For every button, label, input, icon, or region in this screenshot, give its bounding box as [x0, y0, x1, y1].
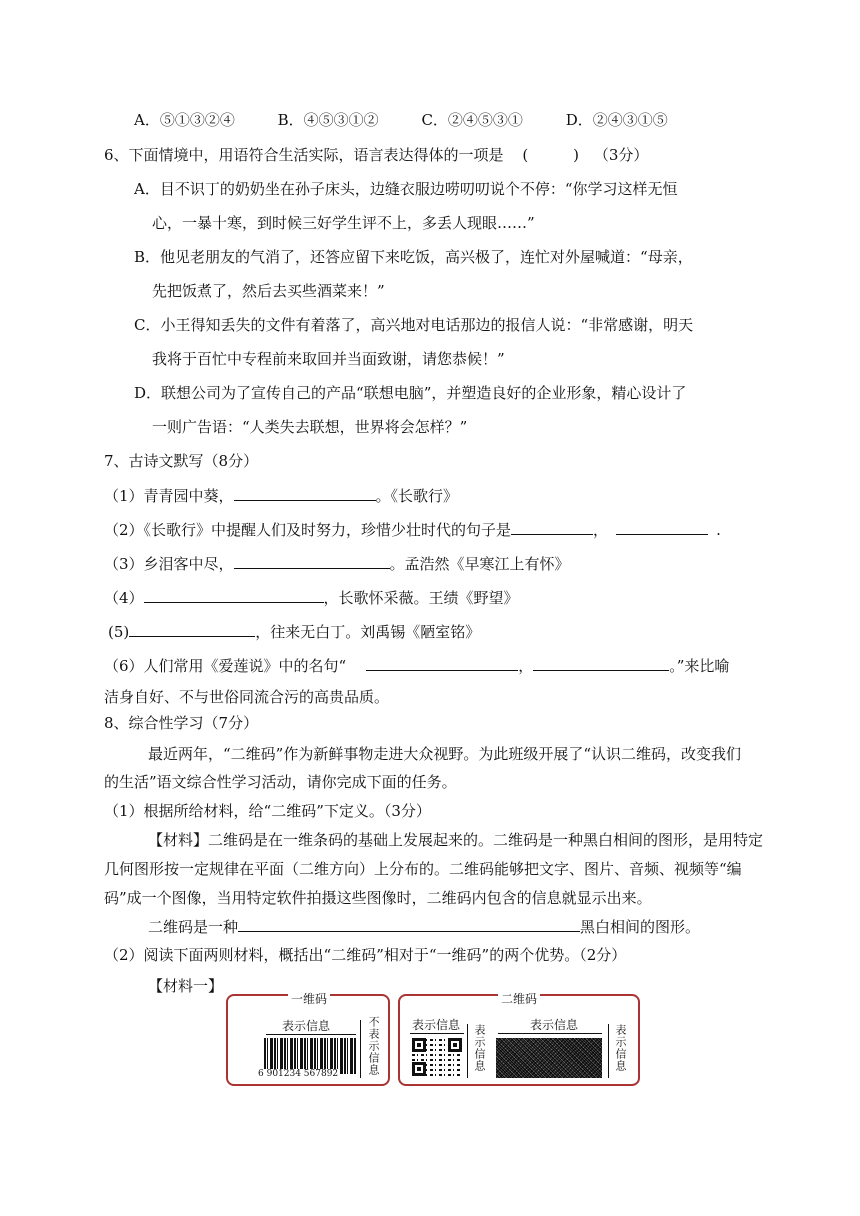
- q6-option-d-line1: D．联想公司为了宣传自己的产品“联想电脑”，并塑造良好的企业形象，精心设计了: [134, 384, 687, 402]
- q7-5-source: ，往来无白丁。刘禹锡《陋室铭》: [255, 623, 481, 641]
- two-d-code-title: 二维码: [498, 990, 540, 1007]
- one-d-info-arrow: [266, 1034, 356, 1035]
- q6-answer-paren: ( ): [522, 146, 580, 164]
- answer-blank[interactable]: [238, 916, 580, 932]
- q8-title: 8、综合性学习（7分）: [104, 714, 259, 732]
- barcode-comparison-figure: [226, 990, 640, 1086]
- q6-option-a-line1: A．目不识丁的奶奶坐在孙子床头，边缝衣服边唠叨叨说个不停：“你学习这样无恒: [134, 180, 678, 198]
- q8-intro-line1: 最近两年，“二维码”作为新鲜事物走进大众视野。为此班级开展了“认识二维码，改变我们: [148, 745, 742, 763]
- barcode-number: 6 901234 567892: [258, 1069, 339, 1079]
- q7-item-4: [104, 587, 519, 608]
- q7-item-6: [104, 655, 729, 676]
- one-d-no-info-label: 不表示信息: [367, 1016, 380, 1076]
- q7-item-6-line2: 洁身自好、不与世俗同流合污的高贵品质。: [104, 688, 390, 706]
- q6-score: （3分）: [593, 146, 649, 164]
- answer-blank[interactable]: [234, 553, 390, 569]
- q6-option-a-line2: 心，一暴十寒，到时候三好学生评不上，多丢人现眼……”: [152, 214, 535, 232]
- q5-option-b: B．④⑤③①②: [277, 111, 379, 129]
- q6-stem: [104, 145, 648, 165]
- qr-finder-pattern: [412, 1062, 426, 1076]
- q5-options: [134, 110, 706, 130]
- q5-option-a: A．⑤①③②④: [134, 111, 235, 129]
- answer-blank[interactable]: [533, 655, 669, 671]
- q7-4-source: ，长歌怀采薇。王绩《野望》: [323, 589, 519, 607]
- q7-item-1: [104, 485, 458, 506]
- two-d-info-vertical-large: 表示信息: [614, 1024, 627, 1072]
- q8-material-one-label: 【材料一】: [148, 977, 224, 995]
- q8-material-line3: 码”成一个图像，当用特定软件拍摄这些图像时，二维码内包含的信息就显示出来。: [104, 889, 652, 907]
- two-d-info-vertical-small: 表示信息: [473, 1024, 486, 1072]
- q7-4-num: （4）: [104, 589, 144, 607]
- q6-option-d-line2: 一则广告语：“人类失去联想，世界将会怎样？”: [152, 418, 468, 436]
- q8-definition: [148, 916, 700, 937]
- q8-material-line2: 几何图形按一定规律在平面（二维方向）上分布的。二维码能够把文字、图片、音频、视频等“编: [104, 860, 742, 878]
- q7-3-source: 。孟浩然《早寒江上有怀》: [389, 555, 570, 573]
- answer-blank[interactable]: [129, 621, 255, 637]
- q6-option-c-line1: C．小王得知丢失的文件有着落了，高兴地对电话那边的报信人说：“非常感谢，明天: [134, 316, 694, 334]
- answer-blank[interactable]: [144, 587, 324, 603]
- data-matrix-image: [496, 1038, 602, 1078]
- one-d-height-arrow: [360, 1020, 361, 1078]
- two-d-info-arrow-small: [410, 1033, 464, 1034]
- q6-option-c-line2: 我将于百忙中专程前来取回并当面致谢，请您恭候！”: [152, 350, 505, 368]
- q6-stem-text: 6、下面情境中，用语符合生活实际，语言表达得体的一项是: [104, 146, 504, 164]
- q7-2-end: .: [716, 521, 721, 539]
- qr-finder-pattern: [412, 1038, 426, 1052]
- answer-blank[interactable]: [366, 655, 518, 671]
- q7-1-source: 。《长歌行》: [375, 487, 459, 505]
- q7-item-5: [108, 621, 480, 642]
- q7-6-comma: ，: [518, 657, 534, 675]
- q7-1-text: （1）青青园中葵，: [104, 487, 234, 505]
- q7-5-num: (5): [108, 623, 130, 641]
- q7-item-2: [104, 519, 721, 540]
- q7-3-text: （3）乡泪客中尽，: [104, 555, 234, 573]
- q8-definition-end: 黑白相间的图形。: [580, 918, 701, 936]
- qr-finder-pattern: [448, 1038, 462, 1052]
- two-d-height-arrow-large: [608, 1024, 609, 1078]
- one-d-code-title: 一维码: [288, 990, 330, 1007]
- answer-blank[interactable]: [234, 485, 376, 501]
- q7-title: 7、古诗文默写（8分）: [104, 452, 259, 470]
- q7-item-3: [104, 553, 570, 574]
- q8-material-line1: 【材料】二维码是在一维条码的基础上发展起来的。二维码是一种黑白相间的图形，是用特定: [148, 831, 764, 849]
- q7-6-text: （6）人们常用《爱莲说》中的名句“: [104, 657, 347, 675]
- answer-blank[interactable]: [616, 519, 708, 535]
- q8-definition-start: 二维码是一种: [148, 918, 239, 936]
- two-d-info-label-large: 表示信息: [530, 1018, 579, 1032]
- q7-6-tail: 。”来比喻: [669, 657, 730, 675]
- q5-option-c: C．②④⑤③①: [421, 111, 523, 129]
- two-d-info-arrow-large: [498, 1033, 602, 1034]
- answer-blank[interactable]: [511, 519, 593, 535]
- q7-2-text: （2）《长歌行》中提醒人们及时努力，珍惜少壮时代的句子是: [104, 521, 512, 539]
- two-d-height-arrow-small: [467, 1024, 468, 1078]
- q8-sub1: （1）根据所给材料，给“二维码”下定义。（3分）: [104, 802, 431, 820]
- q6-option-b-line2: 先把饭煮了，然后去买些酒菜来！”: [152, 282, 385, 300]
- q5-option-d: D．②④③①⑤: [565, 111, 668, 129]
- one-d-info-label: 表示信息: [282, 1019, 331, 1033]
- q8-sub2: （2）阅读下面两则材料，概括出“二维码”相对于“一维码”的两个优势。（2分）: [104, 946, 627, 964]
- two-d-info-label-small: 表示信息: [412, 1018, 461, 1032]
- q7-2-comma: ，: [593, 521, 609, 539]
- q8-intro-line2: 的生活”语文综合性学习活动，请你完成下面的任务。: [104, 773, 457, 791]
- q6-option-b-line1: B．他见老朋友的气消了，还答应留下来吃饭，高兴极了，连忙对外屋喊道：“母亲，: [134, 248, 693, 266]
